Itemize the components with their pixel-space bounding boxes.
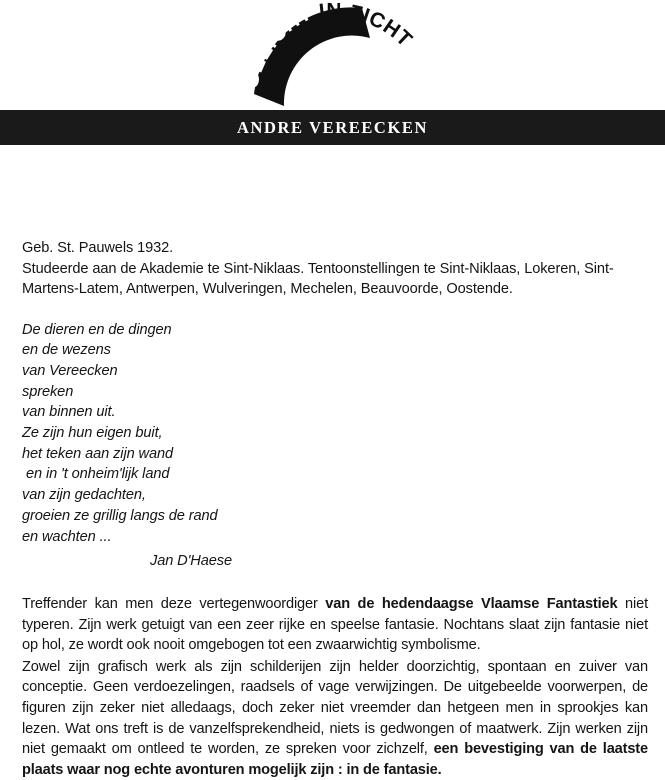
poem-line: en in 't onheim'lijk land [22, 466, 170, 483]
body-paragraph-2 [22, 657, 648, 780]
poem-line: het teken aan zijn wand [22, 445, 174, 462]
body-paragraph-1 [22, 594, 648, 656]
body-p1-bold-phrase: van de hedendaagse Vlaamse Fantastiek [325, 595, 618, 612]
poem-line: van zijn gedachten, [22, 487, 146, 504]
poem-line: van Vereecken [22, 362, 118, 379]
logo-open-word-2: ZICHT [347, 0, 417, 52]
poem-line: en de wezens [22, 342, 111, 359]
poem-block [22, 320, 648, 572]
poem-line: groeien ze grillig langs de rand [22, 507, 218, 524]
logo-band-word-text: GEZICHT [238, 1, 316, 92]
biography-block [22, 238, 648, 300]
body-p1-text-after-bold: niet typeren. Zijn werk getuigt van een zeer rijke en speelse fantasie. Nochtans slaat zijn fantasie niet op hol, ze wordt ook nooit omgebogen tot een zwaarwichtig symbolisme. [22, 595, 648, 654]
artist-name-title: ANDRE VEREECKEN [236, 117, 428, 137]
gezicht-in-zicht-logo [238, 0, 452, 98]
poem-line: spreken [22, 383, 74, 400]
poem-line: De dieren en de dingen [22, 321, 172, 338]
body-text-block [22, 594, 648, 780]
document-content [22, 238, 648, 780]
biography-line-birth: Geb. St. Pauwels 1932. [22, 240, 174, 256]
title-banner [0, 110, 665, 145]
logo-area [0, 0, 665, 100]
poem-line: en wachten ... [22, 528, 112, 545]
body-p2-bold-phrase: een bevestiging van de laatste plaats waar nog echte avonturen mogelijk zijn : in de fantasie. [22, 741, 648, 778]
logo-arc-svg [238, 0, 452, 100]
body-p1-text-before-bold: Treffender kan men deze vertegenwoordiger [22, 595, 326, 612]
poem-author: Jan D'Haese [150, 553, 232, 570]
poem-line: Ze zijn hun eigen buit, [22, 425, 163, 442]
poem-line: van binnen uit. [22, 404, 116, 421]
logo-open-word-1: IN [317, 0, 343, 24]
body-p2-text-before-bold: Zowel zijn grafisch werk als zijn schilderijen zijn helder doorzichtig, spontaan en zuiver van conceptie. Geen verdoezelingen, raadsels of vage verwijzingen. De uitgebeelde voorwerpen, de figuren zijn zeker niet alledaags, doch zeker niet vreemder dan hetgeen men in sprookjes kan lezen. Wat ons treft is de vanzelfsprekendheid, niets is gedwongen of maatwerk. Zijn werken zijn niet gemaakt om ontleed te worden, ze spreken voor zichzelf, [22, 658, 648, 758]
biography-line-education: Studeerde aan de Akademie te Sint-Niklaas. Tentoonstellingen te Sint-Niklaas, Lokeren, Sint-Martens-Latem, Antwerpen, Wulveringen, Mechelen, Beauvoorde, Oostende. [22, 260, 614, 297]
